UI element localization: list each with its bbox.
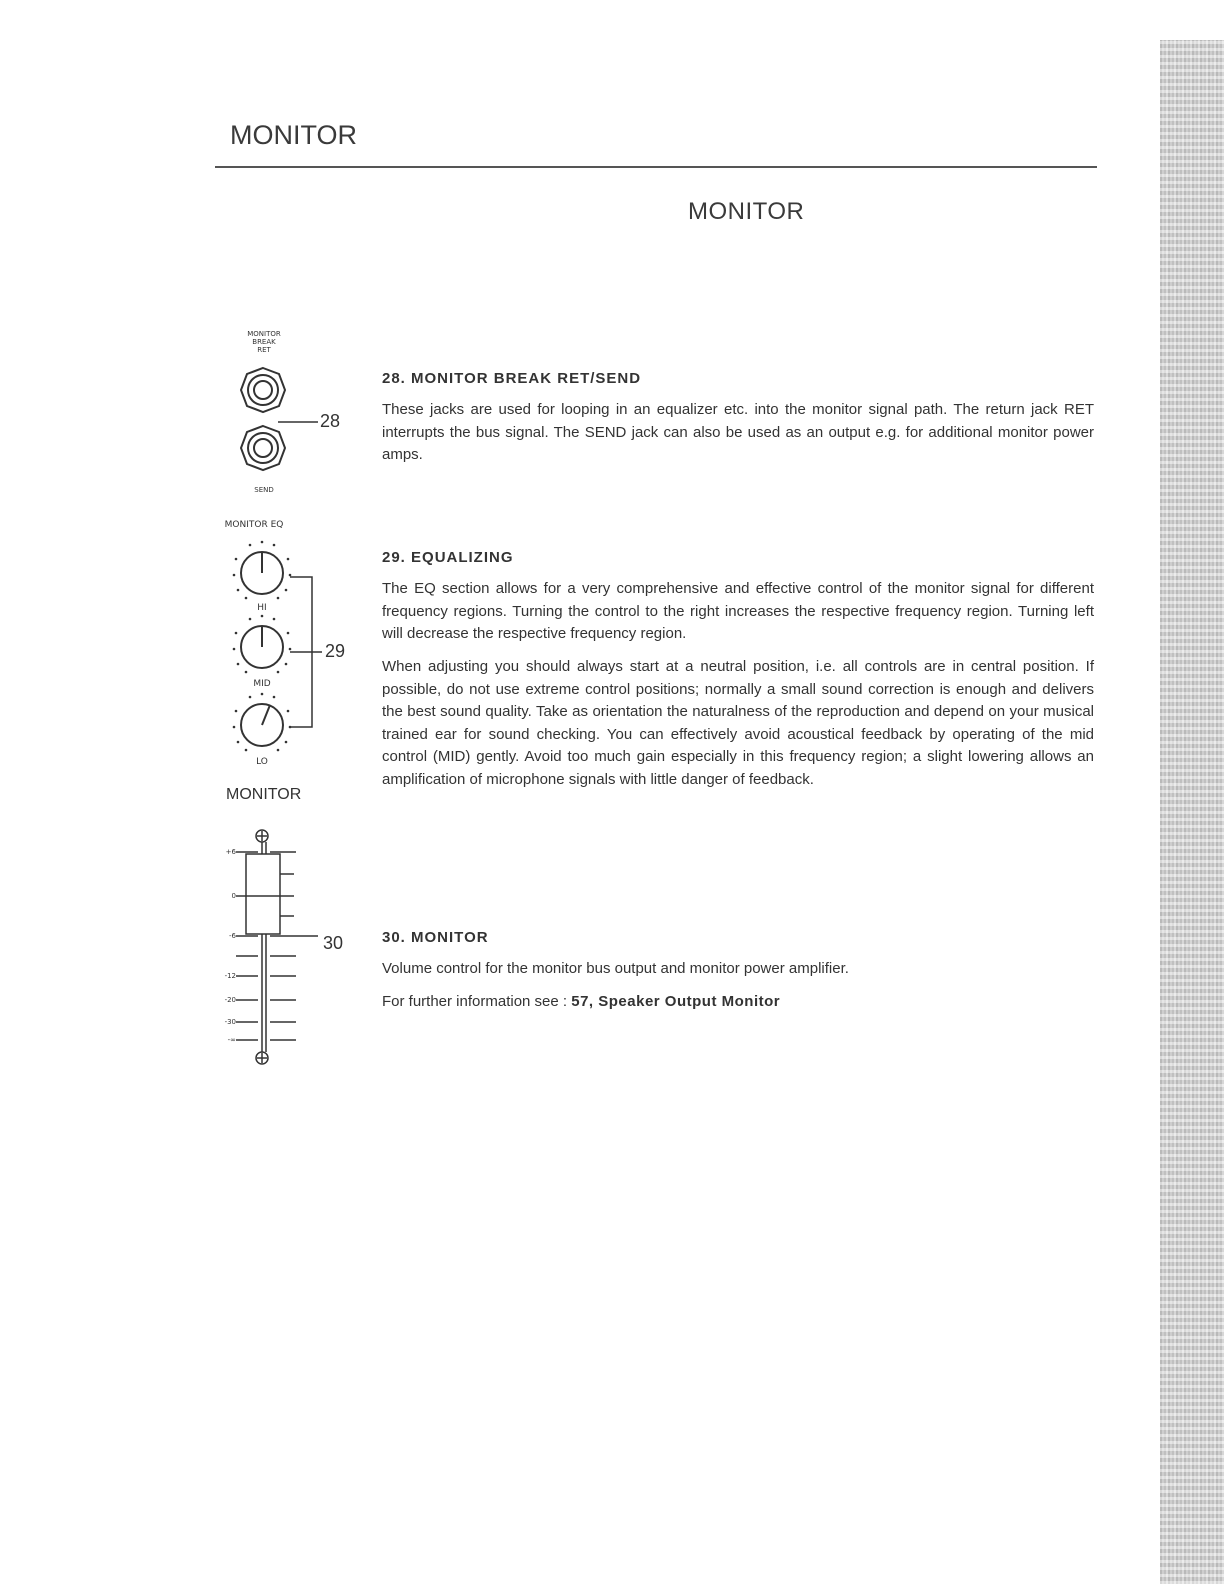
page-header-title: MONITOR <box>230 120 357 150</box>
mid-knob-icon <box>233 615 292 674</box>
callout-29: 29 <box>325 641 346 661</box>
item-28-title: 28. MONITOR BREAK RET/SEND <box>382 370 642 387</box>
jack-label-line: BREAK <box>252 338 276 346</box>
fader-scale-mark: -12 <box>224 972 236 980</box>
item-29-paragraph-2: When adjusting you should always start at a neutral position, i.e. all controls are in central position. If possible, do not use extreme control positions; normally a small sound correction is enough and delivers the best sound quality. Take as orientation the naturalness of the reproduction and depend on your musical trained ear for sound checking. You can effectively avoid acoustical feedback by operating of the mid control (MID) gently. Avoid too much gain especially in this frequency region; a slight lowering allows an amplification of microphone signals with little danger of feedback. <box>382 658 1094 788</box>
hi-knob-label: HI <box>257 603 267 613</box>
fader-scale-mark: 0 <box>231 892 236 900</box>
eq-title: MONITOR EQ <box>224 520 284 530</box>
item-29-paragraph-1: The EQ section allows for a very comprehensive and effective control of the monitor signal for different frequency regions. Turning the control to the right increases the respective frequency region. Turning left will decrease the respective frequency region. <box>382 580 1094 642</box>
jack-label-line: MONITOR <box>247 330 281 338</box>
section-title: MONITOR <box>688 198 805 225</box>
callout-28: 28 <box>320 411 341 431</box>
item-30-paragraph: Volume control for the monitor bus output and monitor power amplifier. <box>382 960 849 977</box>
fader-scale-mark: -30 <box>224 1018 236 1026</box>
send-jack-icon <box>241 426 285 470</box>
mid-knob-label: MID <box>253 679 271 689</box>
lo-knob-icon <box>233 693 292 752</box>
item-30-see-also <box>382 991 1094 1014</box>
callout-30: 30 <box>323 933 344 953</box>
see-also-prefix: For further information see : <box>382 993 572 1010</box>
fader-scale-mark: +6 <box>225 848 236 856</box>
jack-diagram <box>230 362 350 502</box>
jack-bottom-label: SEND <box>254 486 274 494</box>
hi-knob-icon <box>233 541 292 600</box>
fader-scale-mark: -∞ <box>227 1036 236 1044</box>
fader-scale-mark: -20 <box>224 996 236 1004</box>
scanned-page-edge <box>1160 40 1224 1584</box>
item-28-paragraph: These jacks are used for looping in an equalizer etc. into the monitor signal path. The return jack RET interrupts the bus signal. The SEND jack can also be used as an output e.g. for additional monitor power amps. <box>382 401 1094 463</box>
item-29-title: 29. EQUALIZING <box>382 549 514 566</box>
item-30-title: 30. MONITOR <box>382 929 489 946</box>
fader-title: MONITOR <box>226 786 302 803</box>
ret-jack-icon <box>241 368 285 412</box>
header-divider <box>215 166 1097 168</box>
jack-label-line: RET <box>257 346 271 354</box>
see-also-reference: 57, Speaker Output Monitor <box>571 993 781 1010</box>
jack-top-label <box>240 330 288 354</box>
lo-knob-label: LO <box>256 757 268 767</box>
fader-scale-mark: -6 <box>229 932 236 940</box>
